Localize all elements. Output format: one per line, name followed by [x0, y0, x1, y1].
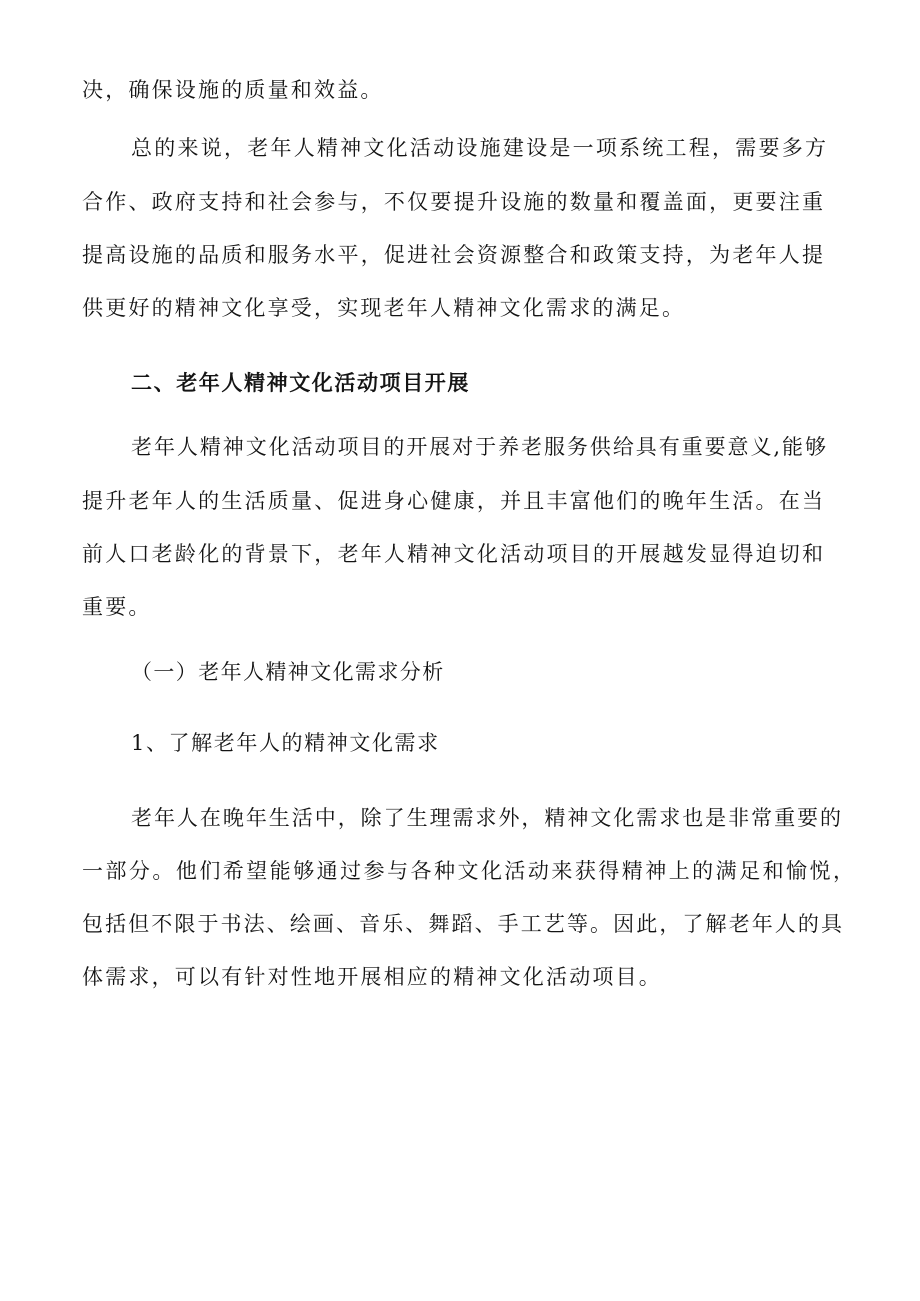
paragraph-line: 重要。: [82, 595, 152, 619]
paragraph-line: 老年人精神文化活动项目的开展对于养老服务供给具有重要意义,能够: [131, 435, 826, 459]
paragraph-line: 前人口老龄化的背景下，老年人精神文化活动项目的开展越发显得迫切和: [82, 542, 823, 566]
item-heading: 1、了解老年人的精神文化需求: [131, 731, 440, 755]
paragraph-line: 决，确保设施的质量和效益。: [82, 78, 384, 102]
paragraph-line: 老年人在晚年生活中，除了生理需求外，精神文化需求也是非常重要的: [131, 806, 841, 830]
subsection-heading: （一）老年人精神文化需求分析: [131, 660, 445, 684]
paragraph-line: 供更好的精神文化享受，实现老年人精神文化需求的满足。: [82, 296, 686, 320]
paragraph-line: 提升老年人的生活质量、促进身心健康，并且丰富他们的晚年生活。在当: [82, 489, 823, 513]
paragraph-line: 总的来说，老年人精神文化活动设施建设是一项系统工程，需要多方: [131, 136, 826, 160]
paragraph-line: 体需求，可以有针对性地开展相应的精神文化活动项目。: [82, 965, 662, 989]
paragraph-line: 合作、政府支持和社会参与，不仅要提升设施的数量和覆盖面，更要注重: [82, 190, 823, 214]
paragraph-line: 包括但不限于书法、绘画、音乐、舞蹈、手工艺等。因此，了解老年人的具: [82, 912, 842, 936]
paragraph-line: 提高设施的品质和服务水平，促进社会资源整合和政策支持，为老年人提: [82, 243, 823, 267]
paragraph-line: 一部分。他们希望能够通过参与各种文化活动来获得精神上的满足和愉悦，: [82, 859, 854, 883]
section-heading: 二、老年人精神文化活动项目开展: [131, 370, 470, 395]
